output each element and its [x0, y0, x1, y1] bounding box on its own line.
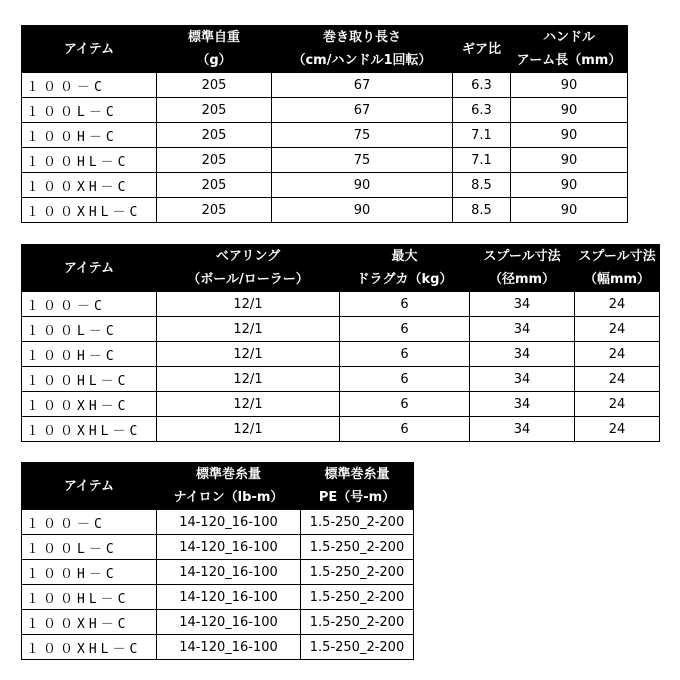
- item-name-cell: １００L－C: [22, 98, 157, 123]
- column-header: [301, 463, 414, 510]
- value-cell: 6: [340, 342, 470, 367]
- header-label: （g）: [196, 53, 232, 68]
- header-label: ハンドル: [542, 30, 595, 45]
- table-row: [22, 535, 414, 560]
- value-cell: 90: [511, 198, 628, 223]
- value-cell: 205: [157, 148, 272, 173]
- value-cell: 8.5: [453, 173, 511, 198]
- column-header: [22, 245, 157, 292]
- item-name-cell: １００－C: [22, 292, 157, 317]
- value-cell: 90: [511, 98, 628, 123]
- value-cell: 12/1: [157, 392, 340, 417]
- header-label: （径mm）: [488, 272, 556, 287]
- table-row: [22, 123, 628, 148]
- value-cell: 12/1: [157, 417, 340, 442]
- header-label: PE（号-m）: [318, 490, 396, 505]
- header-label: アイテム: [63, 41, 115, 57]
- header-label: 標準自重: [187, 30, 240, 45]
- column-header: [511, 26, 628, 73]
- value-cell: 1.5-250_2-200: [301, 510, 414, 535]
- item-name-cell: １００XH－C: [22, 173, 157, 198]
- header-label: 標準巻糸量: [324, 467, 390, 482]
- value-cell: 24: [575, 367, 660, 392]
- value-cell: 90: [511, 173, 628, 198]
- value-cell: 12/1: [157, 317, 340, 342]
- item-name-cell: １００XHL－C: [22, 198, 157, 223]
- value-cell: 34: [470, 417, 575, 442]
- item-name-cell: １００XH－C: [22, 610, 157, 635]
- table-row: [22, 342, 660, 367]
- item-name-cell: １００－C: [22, 73, 157, 98]
- column-header: [22, 463, 157, 510]
- item-name-cell: １００H－C: [22, 342, 157, 367]
- item-name-cell: １００HL－C: [22, 367, 157, 392]
- header-label: ドラグカ（kg）: [356, 272, 453, 287]
- value-cell: 6: [340, 392, 470, 417]
- value-cell: 205: [157, 173, 272, 198]
- value-cell: 90: [272, 198, 453, 223]
- value-cell: 67: [272, 98, 453, 123]
- value-cell: 14-120_16-100: [157, 535, 301, 560]
- column-header: [575, 245, 660, 292]
- table-row: [22, 560, 414, 585]
- value-cell: 6: [340, 417, 470, 442]
- value-cell: 90: [511, 73, 628, 98]
- value-cell: 24: [575, 417, 660, 442]
- spec-table-line-capacity: [21, 462, 414, 660]
- value-cell: 14-120_16-100: [157, 585, 301, 610]
- column-header: [470, 245, 575, 292]
- header-label: ギア比: [461, 41, 501, 57]
- table-row: [22, 317, 660, 342]
- value-cell: 67: [272, 73, 453, 98]
- header-label: （ボール/ローラー）: [187, 272, 309, 287]
- column-header: [157, 245, 340, 292]
- value-cell: 6.3: [453, 73, 511, 98]
- table-row: [22, 73, 628, 98]
- value-cell: 34: [470, 342, 575, 367]
- header-label: 標準巻糸量: [195, 467, 261, 482]
- header-label: ベアリング: [215, 249, 281, 264]
- value-cell: 6.3: [453, 98, 511, 123]
- value-cell: 6: [340, 292, 470, 317]
- value-cell: 7.1: [453, 123, 511, 148]
- header-label: スプール寸法: [483, 249, 561, 264]
- value-cell: 24: [575, 392, 660, 417]
- item-name-cell: １００XHL－C: [22, 635, 157, 660]
- value-cell: 6: [340, 367, 470, 392]
- value-cell: 205: [157, 123, 272, 148]
- value-cell: 12/1: [157, 292, 340, 317]
- item-name-cell: １００XH－C: [22, 392, 157, 417]
- table-row: [22, 367, 660, 392]
- spec-table-bearing-drag-spool: [21, 244, 660, 442]
- header-label: アイテム: [63, 260, 115, 276]
- value-cell: 6: [340, 317, 470, 342]
- spec-table-weight-gear: [21, 25, 628, 223]
- header-label: アイテム: [63, 478, 115, 494]
- table-row: [22, 98, 628, 123]
- table-body: [22, 510, 414, 660]
- value-cell: 1.5-250_2-200: [301, 610, 414, 635]
- column-header: [453, 26, 511, 73]
- value-cell: 14-120_16-100: [157, 610, 301, 635]
- item-name-cell: １００L－C: [22, 317, 157, 342]
- value-cell: 90: [511, 148, 628, 173]
- value-cell: 12/1: [157, 342, 340, 367]
- item-name-cell: １００HL－C: [22, 585, 157, 610]
- value-cell: 34: [470, 292, 575, 317]
- header-label: （幅mm）: [583, 272, 651, 287]
- value-cell: 90: [511, 123, 628, 148]
- value-cell: 34: [470, 367, 575, 392]
- value-cell: 8.5: [453, 198, 511, 223]
- column-header: [272, 26, 453, 73]
- value-cell: 1.5-250_2-200: [301, 560, 414, 585]
- header-label: （cm/ハンドル1回転）: [292, 53, 432, 68]
- table-body: [22, 292, 660, 442]
- column-header: [340, 245, 470, 292]
- value-cell: 14-120_16-100: [157, 635, 301, 660]
- table-body: [22, 73, 628, 223]
- table-row: [22, 510, 414, 535]
- column-header: [157, 26, 272, 73]
- value-cell: 34: [470, 392, 575, 417]
- value-cell: 24: [575, 342, 660, 367]
- table-row: [22, 292, 660, 317]
- value-cell: 1.5-250_2-200: [301, 635, 414, 660]
- value-cell: 75: [272, 123, 453, 148]
- value-cell: 205: [157, 98, 272, 123]
- header-label: スプール寸法: [578, 249, 656, 264]
- table-header: [22, 245, 660, 292]
- column-header: [22, 26, 157, 73]
- table-row: [22, 173, 628, 198]
- value-cell: 34: [470, 317, 575, 342]
- column-header: [157, 463, 301, 510]
- item-name-cell: １００HL－C: [22, 148, 157, 173]
- value-cell: 1.5-250_2-200: [301, 585, 414, 610]
- item-name-cell: １００－C: [22, 510, 157, 535]
- table-header: [22, 463, 414, 510]
- table-row: [22, 585, 414, 610]
- table-header: [22, 26, 628, 73]
- table-row: [22, 635, 414, 660]
- value-cell: 24: [575, 292, 660, 317]
- header-label: 巻き取り長さ: [322, 30, 401, 45]
- item-name-cell: １００L－C: [22, 535, 157, 560]
- header-label: 最大: [391, 249, 418, 264]
- value-cell: 75: [272, 148, 453, 173]
- value-cell: 205: [157, 73, 272, 98]
- table-row: [22, 148, 628, 173]
- value-cell: 90: [272, 173, 453, 198]
- value-cell: 12/1: [157, 367, 340, 392]
- table-row: [22, 198, 628, 223]
- item-name-cell: １００H－C: [22, 560, 157, 585]
- value-cell: 7.1: [453, 148, 511, 173]
- header-label: アーム長（mm）: [516, 53, 622, 68]
- value-cell: 1.5-250_2-200: [301, 535, 414, 560]
- header-label: ナイロン（lb-m）: [173, 490, 284, 505]
- item-name-cell: １００XHL－C: [22, 417, 157, 442]
- table-row: [22, 392, 660, 417]
- value-cell: 14-120_16-100: [157, 510, 301, 535]
- value-cell: 205: [157, 198, 272, 223]
- item-name-cell: １００H－C: [22, 123, 157, 148]
- table-row: [22, 610, 414, 635]
- table-row: [22, 417, 660, 442]
- value-cell: 14-120_16-100: [157, 560, 301, 585]
- value-cell: 24: [575, 317, 660, 342]
